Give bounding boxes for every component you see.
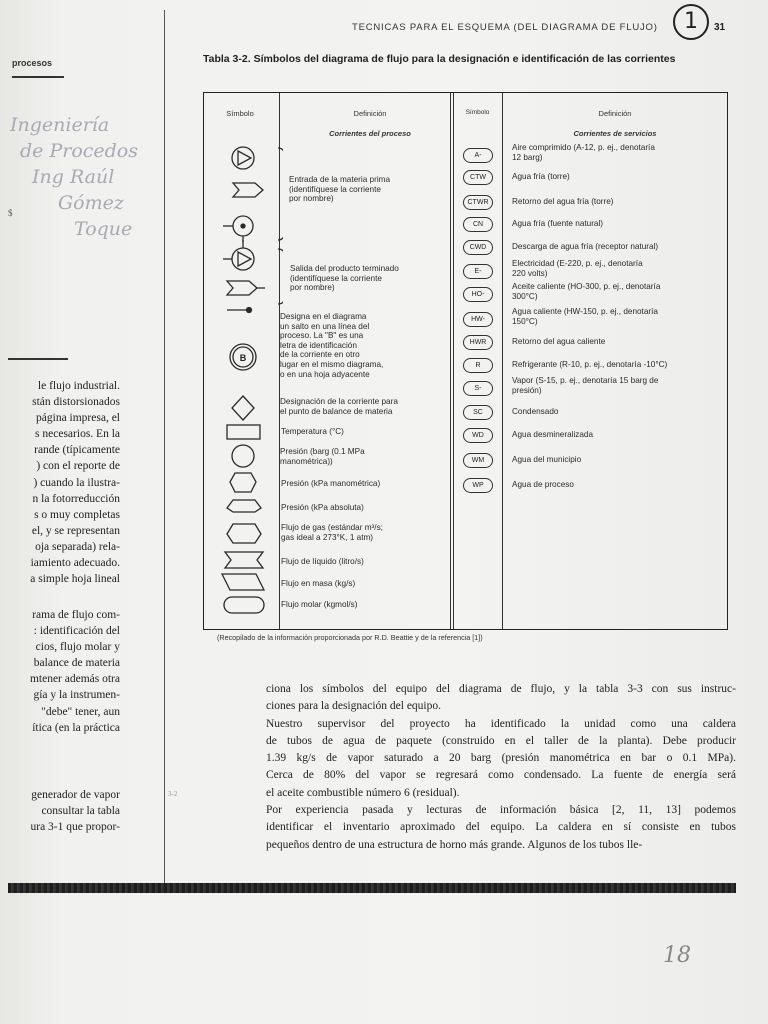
jump-letter: B — [239, 353, 247, 363]
definition-line: o en una hoja adyacente — [280, 369, 370, 379]
left-text-line: página impresa, el — [36, 412, 120, 425]
definition-line: Retorno del agua caliente — [512, 337, 606, 346]
left-text-line: n la fotorreducción — [32, 492, 120, 505]
service-symbol-hwr: HWR — [463, 335, 493, 350]
rounded-rectangle-symbol — [224, 597, 264, 613]
definition-line: 12 barg) — [512, 152, 543, 162]
body-text-line: ciones para la designación del equipo. — [266, 700, 441, 713]
long-hexagon-symbol — [227, 524, 261, 543]
table-column-rule — [502, 93, 503, 629]
running-head: TECNICAS PARA EL ESQUEMA (DEL DIAGRAMA DE FLUJO) — [352, 22, 658, 33]
definition-line: Designación de la corriente para — [280, 397, 398, 406]
left-rule — [8, 358, 68, 360]
definition-line: por nombre) — [289, 194, 334, 204]
definition-line: proceso. La "B" es una — [280, 331, 364, 341]
definition-raw-material — [289, 175, 390, 204]
left-text-line: rande (típicamente — [34, 444, 120, 457]
service-definition — [512, 143, 655, 162]
left-text-line: el, y se representan — [31, 524, 120, 537]
definition-pressure-barg — [280, 447, 365, 466]
notched-rectangle-symbol — [225, 552, 263, 568]
definition-line: el punto de balance de materia — [280, 406, 393, 416]
body-text-line: Nuestro supervisor del proyecto ha identificado la unidad como una caldera — [266, 717, 736, 730]
page-number: 31 — [714, 22, 726, 33]
definition-line: Agua de proceso — [512, 480, 574, 489]
service-definition — [512, 197, 613, 207]
body-text-line: ciona los símbolos del equipo del diagrama de flujo, y la tabla 3-3 con sus instruc- — [266, 683, 736, 695]
service-symbol-a: A- — [463, 148, 493, 163]
service-definition — [512, 307, 658, 326]
flat-hexagon-symbol — [227, 500, 261, 512]
service-symbol-s: S- — [463, 381, 493, 396]
definition-line: por nombre) — [290, 283, 335, 293]
definition-line: Aire comprimido (A-12, p. ej., denotaría — [512, 143, 655, 152]
definition-line: letra de identificación — [280, 340, 357, 350]
line-dot-symbol — [227, 308, 252, 313]
subheader-process-streams: Corrientes del proceso — [329, 129, 411, 138]
left-margin-mark: $ — [8, 208, 13, 218]
definition-line: Salida del producto terminado — [290, 264, 399, 273]
handwritten-line: Gómez — [58, 192, 124, 214]
handwritten-note — [10, 112, 160, 242]
definition-line: Presión (kPa absoluta) — [281, 503, 364, 512]
service-symbol-cn: CN — [463, 217, 493, 232]
left-text-line: generador de vapor — [31, 789, 120, 801]
definition-line: Flujo de líquido (litro/s) — [281, 557, 364, 566]
circle-dot-symbol — [223, 216, 253, 242]
body-text-line: identificar el inventario aproximado del equipo. La caldera en sí consiste en tubos — [266, 821, 736, 834]
service-definition — [512, 337, 605, 347]
header-definition-right: Definición — [598, 109, 632, 118]
left-section-label: procesos — [12, 58, 53, 68]
body-text-line: pequeños dentro de una estructura de horno más grande. Algunos de los tubos lle- — [266, 838, 643, 851]
definition-line: manométrica)) — [280, 456, 333, 466]
left-text-line: mtener además otra — [29, 673, 120, 686]
left-text-line: oja separada) rela- — [35, 540, 120, 553]
column-divider — [164, 10, 165, 890]
service-definition — [512, 455, 581, 465]
service-symbol-wp: WP — [463, 478, 493, 493]
service-symbol-e: E- — [463, 264, 493, 279]
definition-line: 150°C) — [512, 316, 538, 326]
left-text-line: "debe" tener, aun — [41, 705, 120, 718]
service-symbol-cwd: CWD — [463, 240, 493, 255]
definition-line: Condensado — [512, 407, 559, 416]
definition-line: Aceite caliente (HO-300, p. ej., denotaría — [512, 282, 661, 291]
body-text-line: de tubos de agua de paquete (construido en el taller de la planta). Debe producir — [266, 734, 736, 747]
arrow-tag-symbol — [227, 281, 265, 295]
pencil-page-number: 18 — [663, 943, 691, 968]
left-text-line: cios, flujo molar y — [35, 641, 120, 654]
body-text-line: Cerca de 80% del vapor se regresará como condensado. La fuente de energía será — [266, 769, 736, 782]
definition-line: Agua del municipio — [512, 455, 582, 464]
handwritten-line: de Procedos — [20, 140, 138, 162]
service-definition — [512, 360, 667, 370]
definition-line: Refrigerante (R-10, p. ej., denotaría -10°C) — [512, 360, 668, 369]
arrow-tag-symbol — [233, 183, 263, 197]
body-text-line: 1.39 kg/s de vapor saturado a 20 barg (presión manométrica en bar o 0.1 MPa). — [266, 752, 736, 765]
definition-line: 220 volts) — [512, 268, 548, 278]
left-paragraph-3 — [6, 787, 120, 835]
service-definition — [512, 259, 643, 278]
body-text-line: Por experiencia pasada y lecturas de información básica [2, 11, 13] podemos — [266, 804, 736, 817]
table-credit: (Recopilado de la información proporcionada por R.D. Beattie y de la referencia [1]) — [217, 633, 483, 642]
definition-gas-flow — [281, 523, 383, 542]
service-symbol-ctw: CTW — [463, 170, 493, 185]
parallelogram-symbol — [222, 574, 264, 590]
left-text-line: a simple hoja lineal — [30, 573, 120, 586]
left-rule — [12, 76, 64, 78]
subheader-service-streams: Corrientes de servicios — [573, 129, 657, 138]
definition-pressure-kpa-abs — [281, 503, 364, 513]
left-text-line: : identificación del — [33, 625, 120, 638]
service-definition — [512, 172, 570, 182]
definition-line: Designa en el diagrama — [280, 312, 367, 321]
definition-jump — [280, 312, 383, 379]
definition-line: Presión (kPa manométrica) — [281, 479, 381, 488]
left-text-line: rama de flujo com- — [32, 609, 120, 621]
service-symbol-ho: HO- — [463, 287, 493, 302]
service-symbol-hw: HW- — [463, 312, 493, 327]
margin-note: 3-2 — [168, 790, 178, 798]
handwritten-line: Toque — [74, 218, 133, 240]
service-symbol-ctwr: CTWR — [463, 195, 493, 210]
definition-line: Entrada de la materia prima — [289, 175, 391, 184]
scan-edge-bar — [8, 883, 736, 893]
definition-line: Agua caliente (HW-150, p. ej., denotaría — [512, 307, 658, 316]
left-text-line: gía y la instrumen- — [33, 689, 120, 702]
service-definition — [512, 282, 660, 301]
hexagon-symbol — [230, 473, 256, 492]
left-paragraph-2 — [6, 607, 120, 736]
pump-circle-symbol — [232, 147, 254, 169]
definition-line: Flujo molar (kgmol/s) — [281, 600, 358, 609]
header-definition: Definición — [353, 109, 387, 118]
definition-line: Flujo de gas (estándar m³/s; — [281, 523, 383, 532]
definition-line: Retorno del agua fría (torre) — [512, 197, 614, 206]
left-text-line: s necesarios. En la — [35, 428, 120, 441]
service-definition — [512, 242, 658, 252]
definition-line: Vapor (S-15, p. ej., denotaría 15 barg de — [512, 376, 659, 385]
service-symbol-wd: WD — [463, 428, 493, 443]
definition-line: de la corriente en otro — [280, 350, 360, 360]
service-symbol-sc: SC — [463, 405, 493, 420]
service-definition — [512, 376, 658, 395]
service-definition — [512, 480, 574, 490]
handwritten-line: Ing Raúl — [32, 166, 115, 188]
definition-pressure-kpa-gauge — [281, 479, 380, 489]
definition-line: gas ideal a 273°K, 1 atm) — [281, 532, 374, 542]
definition-line: presión) — [512, 385, 542, 395]
definition-line: lugar en el mismo diagrama, — [280, 359, 384, 369]
left-text-line: consultar la tabla — [41, 805, 120, 818]
definition-mass-flow — [281, 579, 355, 589]
left-text-line: ) con el reporte de — [36, 460, 120, 473]
definition-line: Descarga de agua fría (receptor natural) — [512, 242, 659, 251]
left-text-line: balance de materia — [33, 657, 120, 670]
header-symbol-right: Símbolo — [465, 109, 490, 116]
rectangle-symbol — [227, 425, 260, 439]
left-text-line: iamiento adecuado. — [30, 557, 120, 570]
left-text-line: stán distorsionados — [32, 396, 120, 409]
service-symbol-r: R — [463, 358, 493, 373]
left-text-line: le flujo industrial. — [37, 380, 120, 392]
service-definition — [512, 219, 603, 229]
table-title: Tabla 3-2. Símbolos del diagrama de flujo para la designación e identificación de las corrientes — [203, 53, 676, 65]
left-text-line: ítica (en la práctica — [32, 721, 120, 734]
header-symbol: Símbolo — [226, 109, 254, 118]
definition-balance-point — [280, 397, 398, 416]
left-paragraph-1 — [6, 378, 120, 587]
service-symbol-wm: WM — [463, 453, 493, 468]
definition-line: Agua fría (torre) — [512, 172, 570, 181]
circle-symbol — [232, 445, 254, 467]
body-text — [266, 681, 736, 854]
definition-line: Agua desmineralizada — [512, 430, 594, 439]
service-definition — [512, 430, 593, 440]
left-text-line: ) cuando la ilustra- — [33, 476, 120, 489]
table-column-rule — [450, 93, 454, 629]
definition-line: Temperatura (°C) — [281, 427, 344, 436]
handwritten-line: Ingeniería — [10, 114, 110, 136]
definition-line: Presión (barg (0.1 MPa — [280, 447, 365, 456]
handwritten-chapter-mark: 1 — [673, 4, 709, 40]
definition-product — [290, 264, 399, 293]
left-text-line: s o muy completas — [34, 508, 120, 521]
definition-line: un salto en una línea del — [280, 321, 370, 331]
definition-line: 300°C) — [512, 291, 538, 301]
process-symbols — [203, 92, 283, 632]
body-text-line: el aceite combustible número 6 (residual). — [266, 786, 460, 799]
definition-temperature — [281, 427, 344, 437]
definition-line: Flujo en masa (kg/s) — [281, 579, 356, 588]
definition-line: Agua fría (fuente natural) — [512, 219, 604, 228]
definition-liquid-flow — [281, 557, 364, 567]
diamond-symbol — [232, 396, 254, 420]
definition-line: Electricidad (E-220, p. ej., denotaría — [512, 259, 643, 268]
left-text-line: ura 3-1 que propor- — [30, 821, 120, 834]
service-definition — [512, 407, 558, 417]
pump-circle-symbol — [223, 240, 254, 270]
definition-line: (identifíquese la corriente — [290, 273, 382, 283]
definition-molar-flow — [281, 600, 357, 610]
definition-line: (identifíquese la corriente — [289, 184, 381, 194]
